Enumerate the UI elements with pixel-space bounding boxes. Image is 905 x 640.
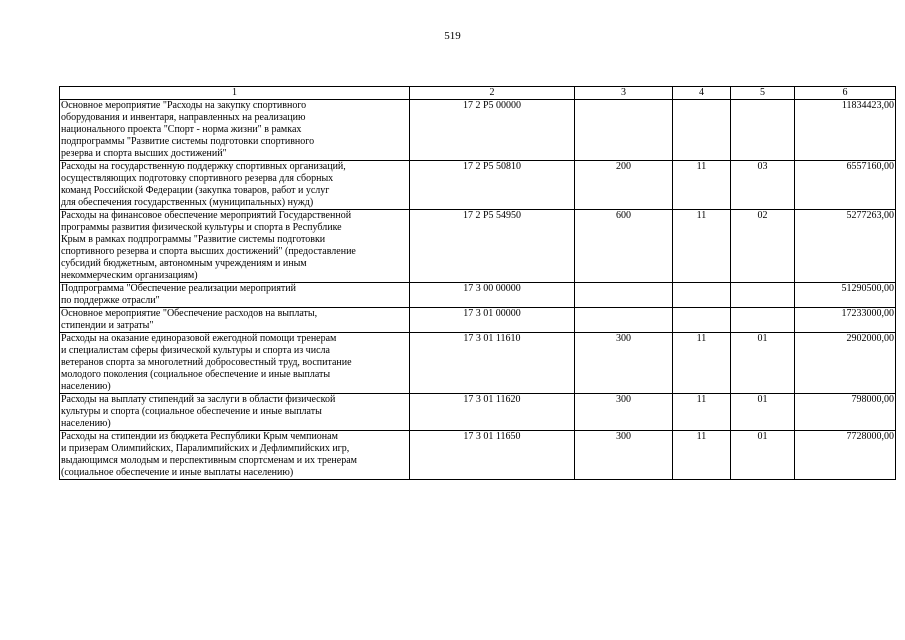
amount-cell: 17233000,00	[795, 308, 896, 333]
amount-cell: 5277263,00	[795, 210, 896, 283]
subsection-cell: 01	[731, 394, 795, 431]
section-cell: 11	[673, 210, 731, 283]
table-row	[60, 308, 896, 333]
section-cell	[673, 308, 731, 333]
subsection-cell: 03	[731, 161, 795, 210]
expense-name-line: и специалистам сферы физической культуры и спорта из числа	[61, 345, 330, 356]
expense-name-line: ветеранов спорта за многолетний добросовестный труд, воспитание	[61, 357, 352, 368]
expense-name-line: Крым в рамках подпрограммы "Развитие системы подготовки	[61, 234, 326, 245]
expense-name-line: населению)	[61, 381, 111, 392]
table-row	[60, 394, 896, 431]
column-header-4: 4	[673, 87, 731, 100]
expense-name-cell	[60, 431, 410, 480]
classification-code-cell: 17 3 01 11620	[410, 394, 575, 431]
expense-name-line: молодого поколения (социальное обеспечение и иные выплаты	[61, 369, 331, 380]
expense-name-line: Расходы на выплату стипендий за заслуги в области физической	[61, 394, 336, 405]
expense-name-cell	[60, 283, 410, 308]
expense-type-cell: 600	[575, 210, 673, 283]
expense-name-line: подпрограммы "Развитие системы подготовки спортивного	[61, 136, 315, 147]
column-header-2: 2	[410, 87, 575, 100]
section-cell: 11	[673, 394, 731, 431]
table-row	[60, 333, 896, 394]
subsection-cell: 02	[731, 210, 795, 283]
subsection-cell	[731, 100, 795, 161]
expense-name-line: (социальное обеспечение и иные выплаты населению)	[61, 467, 294, 478]
expense-name-line: некоммерческим организациям)	[61, 270, 198, 281]
expense-name-cell	[60, 308, 410, 333]
budget-table	[59, 86, 896, 480]
expense-name-cell	[60, 333, 410, 394]
table-row	[60, 431, 896, 480]
expense-name-cell	[60, 161, 410, 210]
amount-cell: 11834423,00	[795, 100, 896, 161]
expense-name-line: и призерам Олимпийских, Паралимпийских и Дефлимпийских игр,	[61, 443, 350, 454]
expense-name-line: программы развития физической культуры и спорта в Республике	[61, 222, 342, 233]
column-header-1: 1	[60, 87, 410, 100]
expense-name-cell	[60, 100, 410, 161]
classification-code-cell: 17 2 P5 00000	[410, 100, 575, 161]
table-row	[60, 210, 896, 283]
classification-code-cell: 17 2 P5 50810	[410, 161, 575, 210]
classification-code-cell: 17 3 00 00000	[410, 283, 575, 308]
expense-name-line: культуры и спорта (социальное обеспечение и иные выплаты	[61, 406, 322, 417]
expense-name-line: Основное мероприятие "Расходы на закупку спортивного	[61, 100, 307, 111]
expense-type-cell: 200	[575, 161, 673, 210]
table-row	[60, 283, 896, 308]
expense-type-cell: 300	[575, 394, 673, 431]
table-row	[60, 100, 896, 161]
amount-cell: 798000,00	[795, 394, 896, 431]
expense-type-cell	[575, 308, 673, 333]
subsection-cell	[731, 283, 795, 308]
expense-name-line: выдающимся молодым и перспективным спортсменам и их тренерам	[61, 455, 357, 466]
section-cell: 11	[673, 431, 731, 480]
amount-cell: 2902000,00	[795, 333, 896, 394]
classification-code-cell: 17 3 01 11650	[410, 431, 575, 480]
expense-name-line: оборудования и инвентаря, направленных на реализацию	[61, 112, 306, 123]
expense-type-cell	[575, 100, 673, 161]
expense-name-line: по поддержке отрасли"	[61, 295, 160, 306]
amount-cell: 51290500,00	[795, 283, 896, 308]
expense-name-line: Подпрограмма "Обеспечение реализации мероприятий	[61, 283, 296, 294]
subsection-cell: 01	[731, 333, 795, 394]
table-row	[60, 161, 896, 210]
expense-name-cell	[60, 394, 410, 431]
page-number: 519	[444, 30, 461, 42]
expense-type-cell	[575, 283, 673, 308]
expense-name-line: Расходы на финансовое обеспечение мероприятий Государственной	[61, 210, 352, 221]
section-cell	[673, 283, 731, 308]
column-header-6: 6	[795, 87, 896, 100]
subsection-cell: 01	[731, 431, 795, 480]
expense-name-line: Расходы на стипендии из бюджета Республики Крым чемпионам	[61, 431, 338, 442]
section-cell: 11	[673, 161, 731, 210]
classification-code-cell: 17 3 01 11610	[410, 333, 575, 394]
expense-type-cell: 300	[575, 431, 673, 480]
expense-name-line: национального проекта "Спорт - норма жизни" в рамках	[61, 124, 302, 135]
expense-name-line: Расходы на государственную поддержку спортивных организаций,	[61, 161, 346, 172]
amount-cell: 6557160,00	[795, 161, 896, 210]
amount-cell: 7728000,00	[795, 431, 896, 480]
expense-name-line: стипендии и затраты"	[61, 320, 154, 331]
classification-code-cell: 17 3 01 00000	[410, 308, 575, 333]
expense-name-line: команд Российской Федерации (закупка товаров, работ и услуг	[61, 185, 330, 196]
expense-name-line: субсидий бюджетным, автономным учреждениям и иным	[61, 258, 307, 269]
expense-name-line: резерва и спорта высших достижений"	[61, 148, 227, 159]
expense-name-line: осуществляющих подготовку спортивного резерва для сборных	[61, 173, 334, 184]
table-body	[60, 100, 896, 480]
expense-name-line: Основное мероприятие "Обеспечение расходов на выплаты,	[61, 308, 318, 319]
expense-name-line: для обеспечения государственных (муниципальных) нужд)	[61, 197, 314, 208]
expense-type-cell: 300	[575, 333, 673, 394]
expense-name-line: Расходы на оказание единоразовой ежегодной помощи тренерам	[61, 333, 337, 344]
column-header-5: 5	[731, 87, 795, 100]
column-header-3: 3	[575, 87, 673, 100]
section-cell: 11	[673, 333, 731, 394]
expense-name-line: спортивного резерва и спорта высших достижений" (предоставление	[61, 246, 356, 257]
section-cell	[673, 100, 731, 161]
expense-name-line: населению)	[61, 418, 111, 429]
expense-name-cell	[60, 210, 410, 283]
subsection-cell	[731, 308, 795, 333]
classification-code-cell: 17 2 P5 54950	[410, 210, 575, 283]
header-row	[60, 87, 896, 100]
